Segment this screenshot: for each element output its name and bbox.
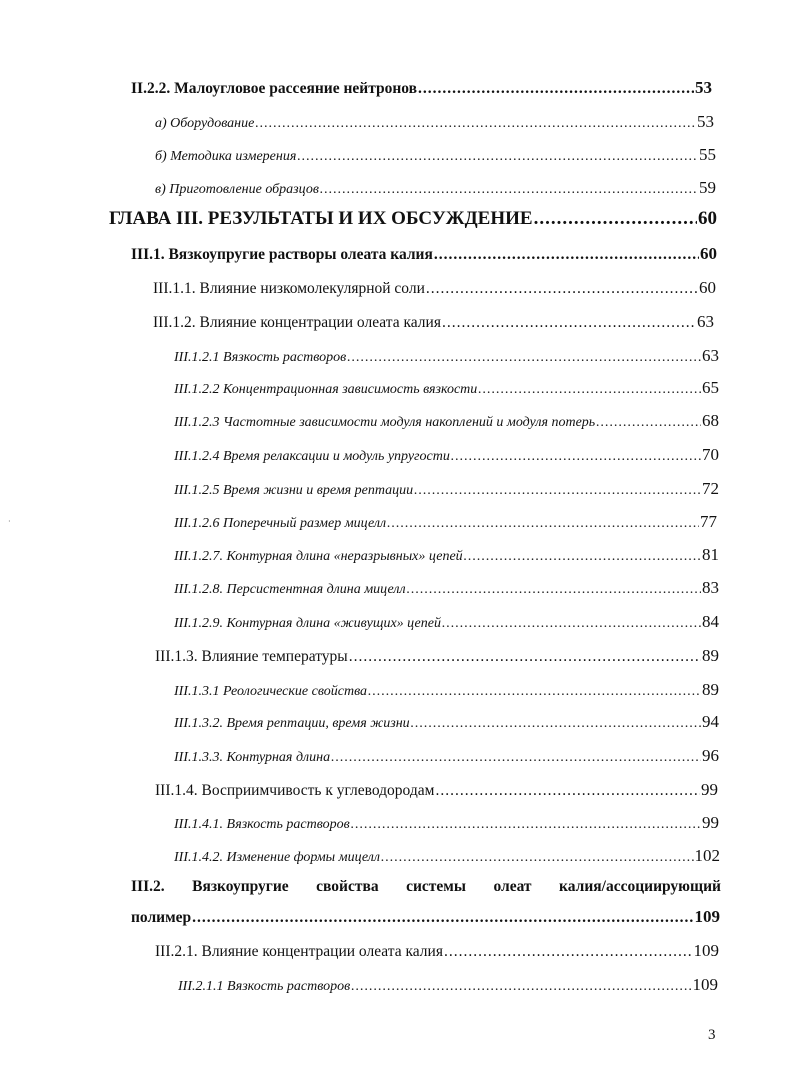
- leader-dots: [368, 684, 701, 700]
- toc-title: III.2.1. Влияние концентрации олеата калия: [155, 943, 443, 960]
- toc-page: 72: [702, 479, 719, 498]
- toc-page: 109: [693, 941, 719, 960]
- toc-page: 83: [702, 578, 719, 597]
- toc-page: 60: [700, 244, 717, 263]
- toc-entry: [153, 278, 716, 298]
- toc-entry: [131, 907, 720, 927]
- toc-title: III.1.4. Восприимчивость к углеводородам: [155, 782, 435, 799]
- leader-dots: [478, 382, 701, 398]
- toc-page: 94: [702, 712, 719, 731]
- heading-word: системы: [406, 878, 466, 895]
- toc-page: 55: [699, 145, 716, 164]
- toc-title: III.1.4.1. Вязкость растворов: [174, 817, 350, 832]
- toc-page: 102: [694, 846, 720, 865]
- leader-dots: [596, 415, 701, 431]
- leader-dots: [351, 979, 691, 995]
- leader-dots: [534, 208, 697, 230]
- leader-dots: [320, 182, 698, 198]
- toc-entry: [174, 378, 719, 398]
- toc-title: III.1.2. Влияние концентрации олеата калия: [153, 314, 441, 331]
- heading-word: калия/ассоциирующий: [559, 878, 721, 895]
- toc-entry: [174, 813, 719, 833]
- toc-entry: [174, 411, 719, 431]
- toc-title: III.1.4.2. Изменение формы мицелл: [174, 850, 381, 865]
- toc-entry: [155, 145, 716, 165]
- leader-dots: [435, 782, 700, 800]
- toc-title: III.1.3. Влияние температуры: [155, 648, 348, 665]
- leader-dots: [297, 149, 698, 165]
- leader-dots: [414, 483, 701, 499]
- heading-word: свойства: [316, 878, 379, 895]
- toc-page: 63: [697, 312, 714, 331]
- toc-title: III.1.3.2. Время рептации, время жизни: [174, 716, 410, 731]
- toc-entry: [178, 975, 718, 995]
- toc-page: 84: [702, 612, 719, 631]
- toc-entry: [153, 312, 714, 332]
- toc-page: 53: [695, 78, 712, 97]
- margin-mark: ·: [8, 517, 11, 526]
- heading-word: III.2.: [131, 878, 165, 895]
- leader-dots: [426, 280, 698, 298]
- toc-page: 68: [702, 411, 719, 430]
- toc-entry: [174, 512, 717, 532]
- toc-title: III.1.2.1 Вязкость растворов: [174, 350, 347, 365]
- toc-entry: [155, 112, 714, 132]
- toc-page: 65: [702, 378, 719, 397]
- toc-title: II.2.2. Малоугловое рассеяние нейтронов: [131, 80, 418, 97]
- page-number: 3: [708, 1027, 716, 1043]
- toc-title: III.1.2.2 Концентрационная зависимость вязкости: [174, 382, 478, 397]
- leader-dots: [381, 850, 693, 866]
- toc-title: III.1.2.6 Поперечный размер мицелл: [174, 516, 387, 531]
- toc-entry: [174, 578, 719, 598]
- toc-wrapped-heading: [131, 878, 721, 896]
- toc-title: III.1.2.3 Частотные зависимости модуля накоплений и модуля потерь: [174, 415, 596, 430]
- leader-dots: [347, 350, 701, 366]
- toc-title: III.1.3.3. Контурная длина: [174, 750, 331, 765]
- leader-dots: [464, 549, 701, 565]
- leader-dots: [442, 314, 696, 332]
- toc-title: III.1.2.5 Время жизни и время рептации: [174, 483, 414, 498]
- toc-page: 99: [701, 780, 718, 799]
- toc-page: 81: [702, 545, 719, 564]
- toc-entry: [174, 712, 719, 732]
- toc-entry: [155, 780, 718, 800]
- leader-dots: [411, 716, 701, 732]
- toc-entry: [174, 346, 719, 366]
- toc-title: III.1.2.4 Время релаксации и модуль упругости: [174, 449, 450, 464]
- toc-title: III.2.1.1 Вязкость растворов: [178, 979, 351, 994]
- leader-dots: [418, 80, 694, 98]
- toc-entry: [131, 244, 717, 264]
- leader-dots: [444, 943, 693, 961]
- leader-dots: [387, 516, 699, 532]
- toc-page: 59: [699, 178, 716, 197]
- toc-page: 109: [692, 975, 718, 994]
- leader-dots: [442, 616, 701, 632]
- toc-entry: [174, 545, 719, 565]
- toc-page: 89: [702, 680, 719, 699]
- leader-dots: [434, 246, 699, 264]
- toc-title: полимер: [131, 909, 192, 926]
- toc-page: 77: [700, 512, 717, 531]
- toc-page: 70: [702, 445, 719, 464]
- leader-dots: [255, 116, 696, 132]
- toc-page: 60: [698, 208, 717, 229]
- toc-title: б) Методика измерения: [155, 149, 297, 164]
- leader-dots: [351, 817, 701, 833]
- leader-dots: [407, 582, 701, 598]
- toc-page: 96: [702, 746, 719, 765]
- toc-page: 99: [702, 813, 719, 832]
- toc-page: 109: [694, 907, 720, 926]
- toc-title: III.1.1. Влияние низкомолекулярной соли: [153, 280, 425, 297]
- toc-title: III.1. Вязкоупругие растворы олеата калия: [131, 246, 433, 263]
- toc-page: 89: [702, 646, 719, 665]
- leader-dots: [451, 449, 701, 465]
- toc-page: 60: [699, 278, 716, 297]
- leader-dots: [331, 750, 701, 766]
- toc-page: 53: [697, 112, 714, 131]
- leader-dots: [349, 648, 701, 666]
- toc-title: III.1.3.1 Реологические свойства: [174, 684, 368, 699]
- toc-title: в) Приготовление образцов: [155, 182, 319, 197]
- toc-page: 63: [702, 346, 719, 365]
- toc-entry: [174, 445, 719, 465]
- toc-entry: [155, 646, 719, 666]
- toc-entry: [174, 746, 719, 766]
- toc-entry: [131, 78, 712, 98]
- toc-title: III.1.2.8. Персистентная длина мицелл: [174, 582, 406, 597]
- toc-entry: [174, 846, 720, 866]
- leader-dots: [192, 909, 693, 927]
- heading-word: Вязкоупругие: [192, 878, 289, 895]
- toc-title: а) Оборудование: [155, 116, 255, 131]
- toc-title: III.1.2.9. Контурная длина «живущих» цепей: [174, 616, 441, 631]
- toc-entry: [174, 680, 719, 700]
- toc-entry: [174, 479, 719, 499]
- toc-title: III.1.2.7. Контурная длина «неразрывных» цепей: [174, 549, 463, 564]
- toc-title: ГЛАВА III. РЕЗУЛЬТАТЫ И ИХ ОБСУЖДЕНИЕ: [109, 208, 533, 229]
- toc-chapter: [109, 208, 717, 230]
- toc-entry: [174, 612, 719, 632]
- heading-word: олеат: [493, 878, 532, 895]
- toc-entry: [155, 178, 716, 198]
- toc-entry: [155, 941, 719, 961]
